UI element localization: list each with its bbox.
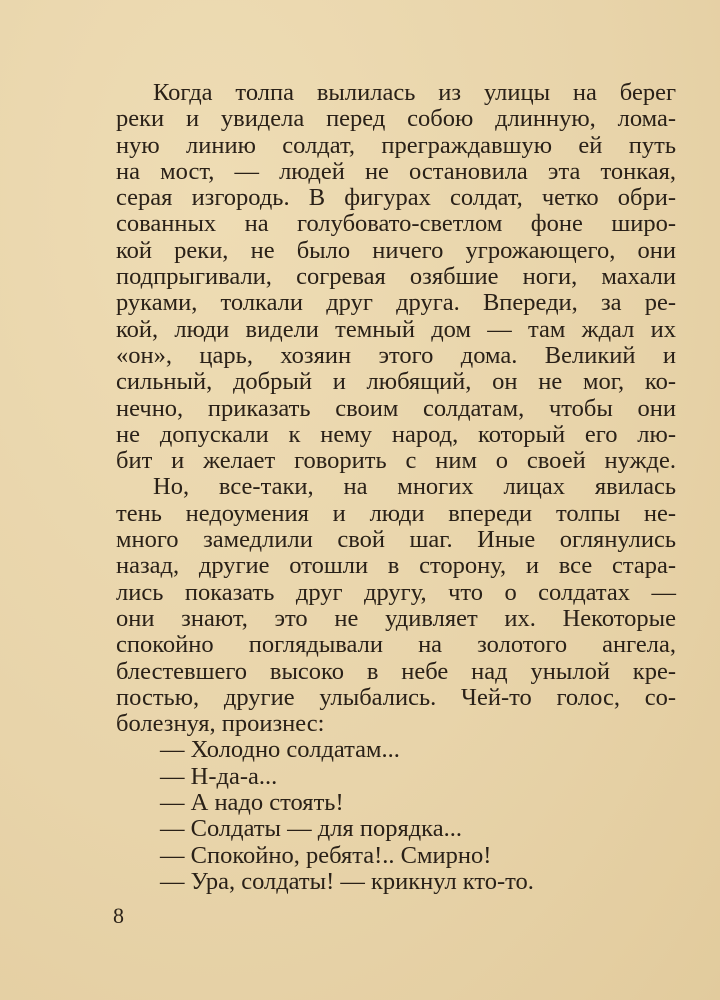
paragraph-1 — [116, 80, 676, 474]
text-line: серая изгородь. В фигурах солдат, четко обри- — [116, 184, 676, 212]
text-line: Когда толпа вылилась из улицы на берег — [153, 79, 676, 106]
text-line: спокойно поглядывали на золотого ангела, — [116, 631, 676, 659]
dialogue-line: — Ура, солдаты! — крикнул кто-то. — [160, 867, 534, 895]
text-line: кой, люди видели темный дом — там ждал их — [116, 315, 676, 343]
text-line: подпрыгивали, согревая озябшие ноги, махали — [116, 263, 676, 291]
page-number: 8 — [113, 903, 124, 928]
dialogue-line: — Н-да-а... — [160, 762, 278, 790]
text-line: бит и желает говорить с ним о своей нужде. — [116, 447, 676, 475]
text-line: тень недоумения и люди впереди толпы не- — [116, 499, 676, 527]
text-line: руками, толкали друг друга. Впереди, за ре- — [116, 289, 676, 317]
text-line: постью, другие улыбались. Чей-то голос, со- — [116, 683, 676, 711]
text-line: болезнуя, произнес: — [116, 710, 325, 738]
text-line: назад, другие отошли в сторону, и все стара- — [116, 552, 676, 580]
text-line: реки и увидела перед собою длинную, лома- — [116, 105, 676, 133]
text-line: сованных на голубовато-светлом фоне широ- — [116, 210, 676, 238]
text-line: не допускали к нему народ, который его лю- — [116, 420, 676, 448]
text-line: они знают, это не удивляет их. Некоторые — [116, 604, 676, 632]
text-line: лись показать друг другу, что о солдатах — — [116, 578, 676, 606]
text-line: сильный, добрый и любящий, он не мог, ко- — [116, 368, 676, 396]
text-line: на мост, — людей не остановила эта тонкая, — [116, 157, 676, 185]
dialogue-line: — Холодно солдатам... — [160, 736, 400, 764]
dialogue-line: — Солдаты — для порядка... — [160, 815, 462, 843]
text-line: Но, все-таки, на многих лицах явилась — [153, 473, 676, 501]
book-page-text — [116, 80, 676, 895]
text-line: нечно, приказать своим солдатам, чтобы они — [116, 394, 676, 422]
text-line: много замедлили свой шаг. Иные оглянулись — [116, 526, 676, 554]
text-line: ную линию солдат, преграждавшую ей путь — [116, 131, 676, 159]
dialogue-line: — Спокойно, ребята!.. Смирно! — [160, 841, 492, 869]
text-line: кой реки, не было ничего угрожающего, они — [116, 236, 676, 264]
paragraph-2 — [116, 474, 676, 737]
text-line: «он», царь, хозяин этого дома. Великий и — [116, 341, 676, 369]
text-line: блестевшего высоко в небе над унылой кре- — [116, 657, 676, 685]
dialogue-line: — А надо стоять! — [160, 789, 344, 817]
dialogue-block — [116, 737, 676, 895]
